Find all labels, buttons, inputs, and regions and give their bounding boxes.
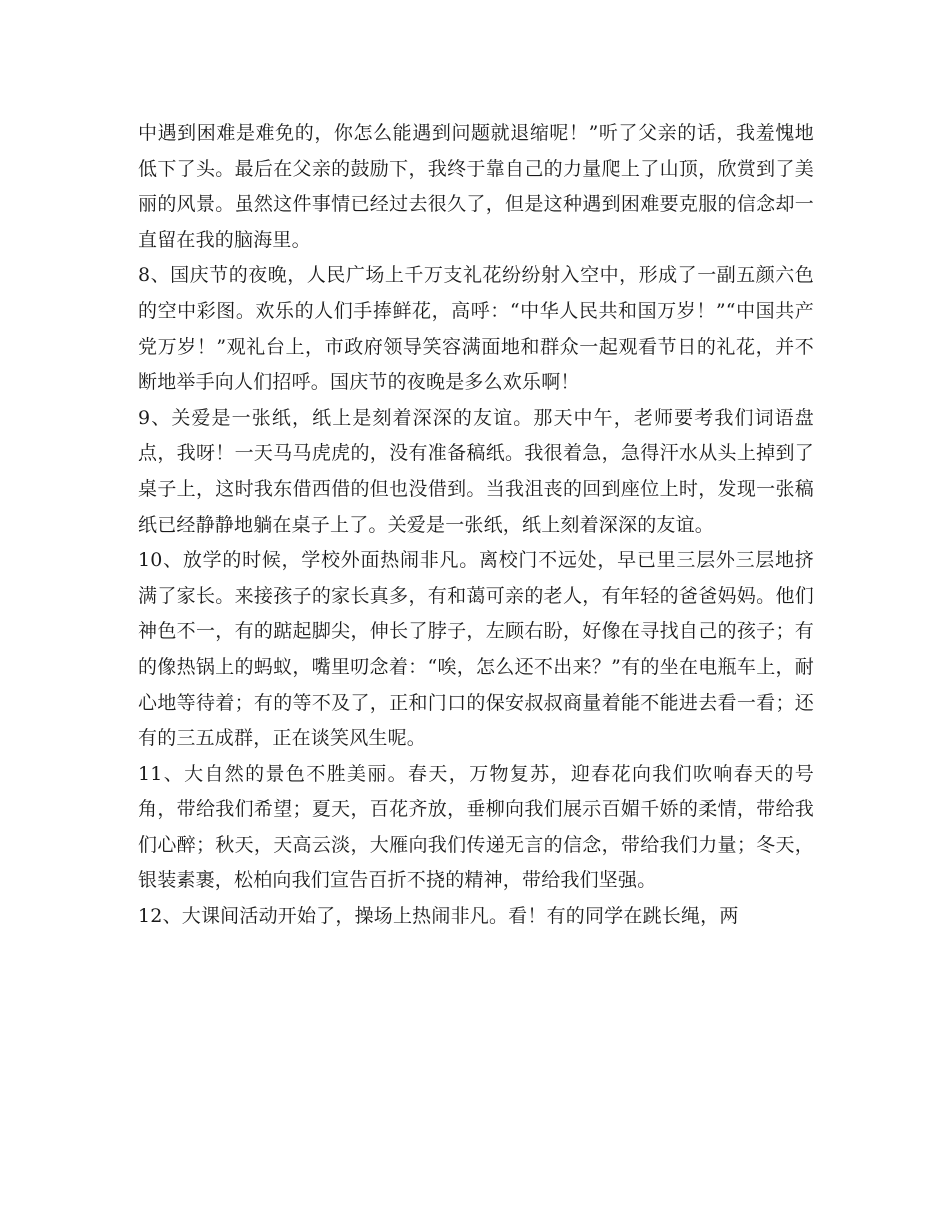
paragraph-continuation: 中遇到困难是难免的，你怎么能遇到问题就退缩呢！”听了父亲的话，我羞愧地低下了头。最后在父亲的鼓励下，我终于靠自己的力量爬上了山顶，欣赏到了美丽的风景。虽然这件事情已经过去很久了，但是这种遇到困难要克服的信念却一直留在我的脑海里。 [138,122,814,251]
document-page [138,116,814,935]
paragraph-8: 8、国庆节的夜晚，人民广场上千万支礼花纷纷射入空中，形成了一副五颜六色的空中彩图。欢乐的人们手捧鲜花，高呼：“中华人民共和国万岁！”“中国共产党万岁！”观礼台上，市政府领导笑容满面地和群众一起观看节日的礼花，并不断地举手向人们招呼。国庆节的夜晚是多么欢乐啊！ [138,264,814,394]
paragraph-12: 12、大课间活动开始了，操场上热闹非凡。看！有的同学在跳长绳，两 [138,905,739,928]
paragraph-9: 9、关爱是一张纸，纸上是刻着深深的友谊。那天中午，老师要考我们词语盘点，我呀！一天马马虎虎的，没有准备稿纸。我很着急，急得汗水从头上掉到了桌子上，这时我东借西借的但也没借到。当我沮丧的回到座位上时，发现一张稿纸已经静静地躺在桌子上了。关爱是一张纸，纸上刻着深深的友谊。 [138,406,814,536]
paragraph-11: 11、大自然的景色不胜美丽。春天，万物复苏，迎春花向我们吹响春天的号角，带给我们希望；夏天，百花齐放，垂柳向我们展示百媚千娇的柔情，带给我们心醉；秋天，天高云淡，大雁向我们传递无言的信念，带给我们力量；冬天，银装素裹，松柏向我们宣告百折不挠的精神，带给我们坚强。 [138,762,814,892]
paragraph-10: 10、放学的时候，学校外面热闹非凡。离校门不远处，早已里三层外三层地挤满了家长。来接孩子的家长真多，有和蔼可亲的老人，有年轻的爸爸妈妈。他们神色不一，有的踮起脚尖，伸长了脖子，左顾右盼，好像在寻找自己的孩子；有的像热锅上的蚂蚁，嘴里叨念着：“唉，怎么还不出来？”有的坐在电瓶车上，耐心地等待着；有的等不及了，正和门口的保安叔叔商量着能不能进去看一看；还有的三五成群，正在谈笑风生呢。 [138,549,814,750]
